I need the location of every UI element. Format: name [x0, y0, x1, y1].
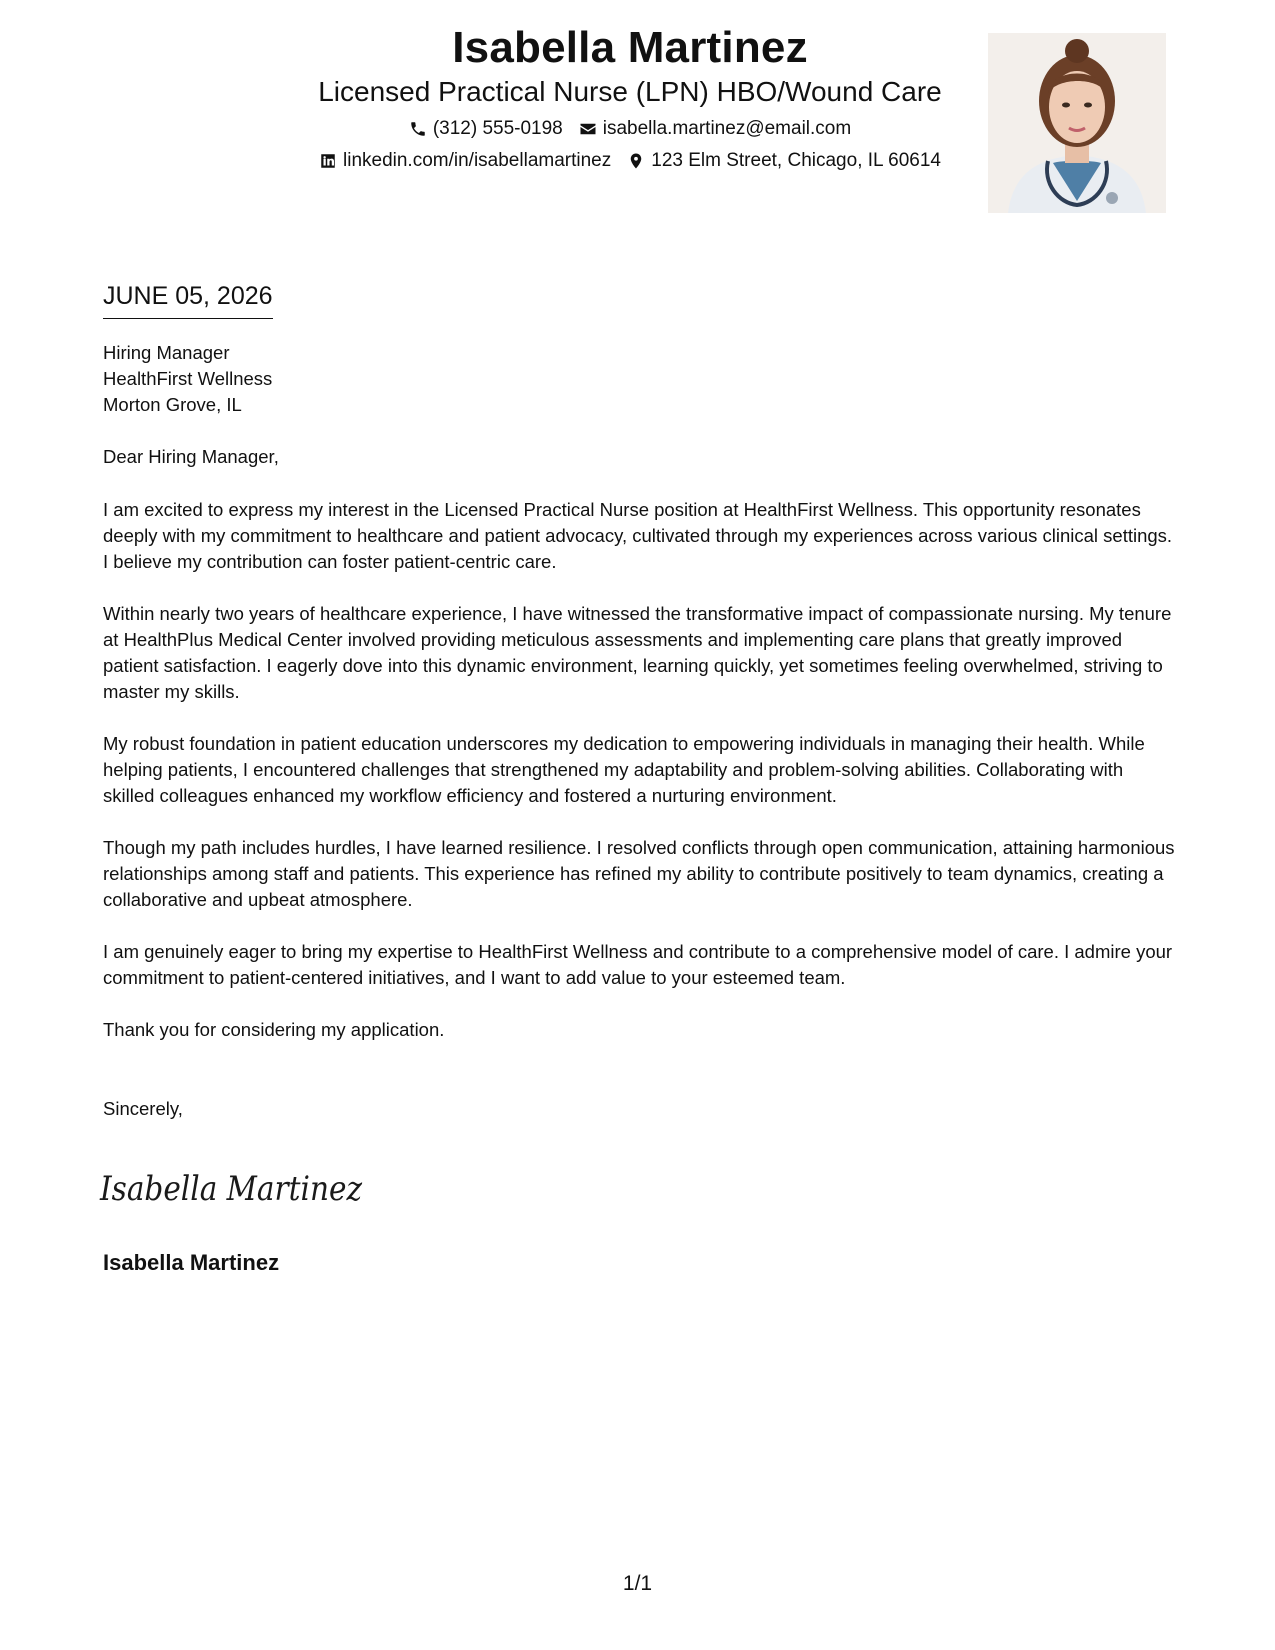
contact-line-1 [240, 116, 1020, 142]
closing-line [103, 1096, 1178, 1122]
recipient-company: HealthFirst Wellness [103, 368, 273, 389]
thanks-line [103, 1017, 1178, 1043]
linkedin-icon [319, 152, 337, 170]
handwritten-signature [100, 1160, 370, 1215]
linkedin-contact [319, 148, 611, 174]
paragraph-text: I am genuinely eager to bring my expertise to HealthFirst Wellness and contribute to a comprehensive model of care. I admire your commitment to patient-centered initiatives, and I want to add value to your esteemed team. [103, 941, 1173, 988]
linkedin-url: linkedin.com/in/isabellamartinez [343, 150, 612, 171]
salutation-text: Dear Hiring Manager, [103, 446, 279, 467]
salutation [103, 444, 1178, 470]
applicant-title: Licensed Practical Nurse (LPN) HBO/Wound Care [318, 76, 942, 107]
recipient-location: Morton Grove, IL [103, 394, 242, 415]
street-address: 123 Elm Street, Chicago, IL 60614 [651, 150, 941, 171]
paragraph-3 [103, 731, 1178, 809]
recipient-block [103, 340, 272, 418]
paragraph-4 [103, 835, 1178, 913]
paragraph-1 [103, 497, 1178, 575]
map-marker-icon [627, 152, 645, 170]
paragraph-text: I am excited to express my interest in the Licensed Practical Nurse position at HealthFirst Wellness. This opportunity resonates deeply with my commitment to healthcare and patient advocacy, cultivated through my experiences across various clinical settings. I believe my contribution can foster patient-centric care. [103, 499, 1173, 572]
page-number: 1/1 [622, 1572, 653, 1595]
paragraph-text: My robust foundation in patient education underscores my dedication to empowering individuals in managing their health. While helping patients, I encountered challenges that strengthened my adaptability and problem-solving abilities. Collaborating with skilled colleagues enhanced my workflow efficiency and fostered a nurturing environment. [103, 733, 1145, 806]
svg-text:Isabella Martinez: Isabella Martinez [99, 1169, 363, 1209]
email-contact [579, 116, 851, 142]
paragraph-2 [103, 601, 1178, 705]
email-address: isabella.martinez@email.com [602, 118, 852, 139]
letter-header [240, 22, 1020, 174]
letter-date: JUNE 05, 2026 [103, 280, 273, 319]
profile-photo [988, 33, 1166, 213]
phone-icon [409, 120, 427, 138]
contact-line-2 [240, 148, 1020, 174]
applicant-name: Isabella Martinez [452, 23, 808, 72]
thanks-text: Thank you for considering my application. [103, 1019, 445, 1040]
recipient-title: Hiring Manager [103, 342, 230, 363]
paragraph-text: Within nearly two years of healthcare experience, I have witnessed the transformative impact of compassionate nursing. My tenure at HealthPlus Medical Center involved providing meticulous assessments and implementing care plans that greatly improved patient satisfaction. I eagerly dove into this dynamic environment, learning quickly, yet sometimes feeling overwhelmed, striving to master my skills. [103, 603, 1172, 702]
phone-number: (312) 555-0198 [432, 118, 563, 139]
phone-contact [409, 116, 563, 142]
paragraph-5 [103, 939, 1178, 991]
paragraph-text: Though my path includes hurdles, I have learned resilience. I resolved conflicts through open communication, attaining harmonious relationships among staff and patients. This experience has refined my ability to contribute positively to team dynamics, creating a collaborative and upbeat atmosphere. [103, 837, 1175, 910]
address-contact [627, 148, 941, 174]
signer-name: Isabella Martinez [103, 1250, 280, 1275]
envelope-icon [579, 120, 597, 138]
closing-text: Sincerely, [103, 1098, 183, 1119]
